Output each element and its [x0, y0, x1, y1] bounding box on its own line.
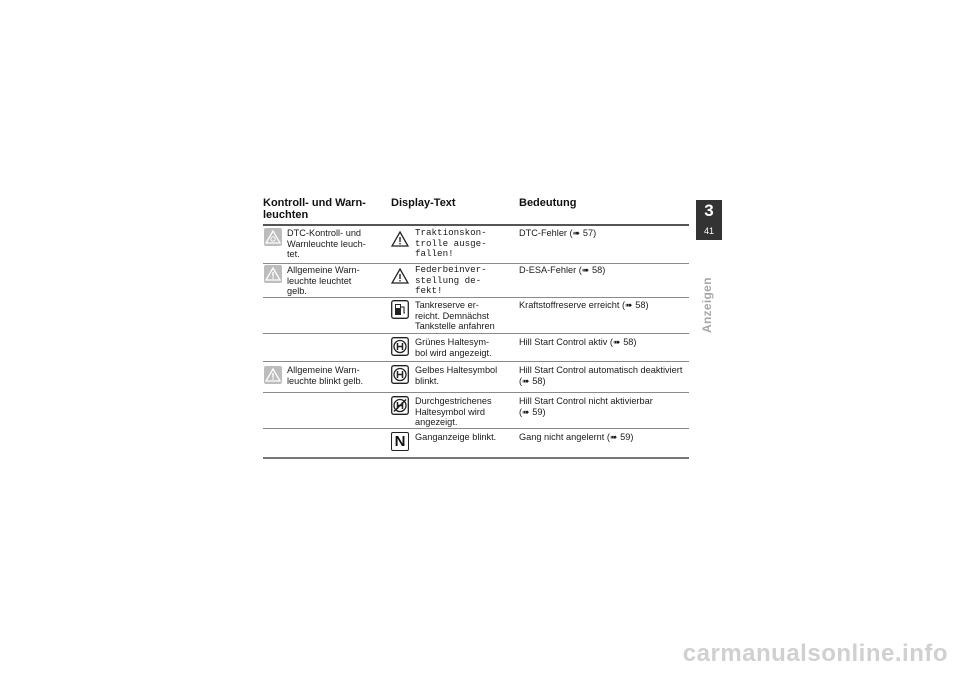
- row-divider: [263, 297, 689, 298]
- row-divider: [263, 428, 689, 429]
- meaning-text: Hill Start Control aktiv (➠ 58): [519, 337, 637, 347]
- header-lamp-column: Kontroll- und Warn- leuchten: [263, 197, 366, 221]
- row-divider: [263, 361, 689, 362]
- header-meaning-column: Bedeutung: [519, 197, 577, 209]
- table-row: [263, 365, 689, 392]
- warning-triangle-icon: [391, 230, 409, 249]
- table-row: [263, 432, 689, 454]
- header-divider: [263, 224, 689, 226]
- lamp-description: DTC-Kontroll- und Warnleuchte leuch- tet.: [287, 228, 366, 260]
- display-text: Gelbes Haltesymbol blinkt.: [415, 365, 498, 386]
- table-row: [263, 265, 689, 297]
- table-bottom-border: [263, 457, 689, 459]
- table-row: [263, 337, 689, 361]
- warning-triangle-icon: [391, 267, 409, 286]
- lamp-description: Allgemeine Warn- leuchte leuchtet gelb.: [287, 265, 360, 297]
- table-row: [263, 396, 689, 428]
- chapter-number: 3: [704, 201, 714, 220]
- row-divider: [263, 333, 689, 334]
- meaning-text: Gang nicht angelernt (➠ 59): [519, 432, 634, 442]
- display-text: Durchgestrichenes Haltesymbol wird angezeigt.: [415, 396, 492, 428]
- meaning-text: Kraftstoffreserve erreicht (➠ 58): [519, 300, 649, 310]
- general-warning-light-icon: [264, 265, 282, 283]
- header-display-text-column: Display-Text: [391, 197, 456, 209]
- display-text: Grünes Haltesym- bol wird angezeigt.: [415, 337, 492, 358]
- table-row: [263, 300, 689, 332]
- watermark: carmanualsonline.info: [682, 640, 948, 667]
- hill-hold-crossed-icon: [391, 396, 409, 415]
- table-row: [263, 228, 689, 262]
- neutral-gear-icon: N: [391, 432, 409, 451]
- hill-hold-icon: [391, 365, 409, 384]
- page-number: 41: [703, 226, 714, 236]
- display-text: Ganganzeige blinkt.: [415, 432, 497, 442]
- fuel-pump-icon: [391, 300, 409, 319]
- lamp-description: Allgemeine Warn- leuchte blinkt gelb.: [287, 365, 364, 386]
- display-text: Traktionskon- trolle ausge- fallen!: [415, 227, 487, 260]
- display-text: Tankreserve er- reicht. Demnächst Tankstelle anfahren: [415, 300, 495, 332]
- general-warning-light-icon: [264, 366, 282, 384]
- row-divider: [263, 392, 689, 393]
- display-text: Federbeinver- stellung de- fekt!: [415, 264, 487, 297]
- meaning-text: Hill Start Control automatisch deaktiviert (➠ 58): [519, 365, 683, 386]
- dtc-warning-light-icon: [264, 228, 282, 246]
- section-label: Anzeigen: [700, 277, 714, 333]
- meaning-text: DTC-Fehler (➠ 57): [519, 228, 597, 238]
- meaning-text: Hill Start Control nicht aktivierbar (➠ 59): [519, 396, 653, 417]
- meaning-text: D-ESA-Fehler (➠ 58): [519, 265, 606, 275]
- hill-hold-icon: [391, 337, 409, 356]
